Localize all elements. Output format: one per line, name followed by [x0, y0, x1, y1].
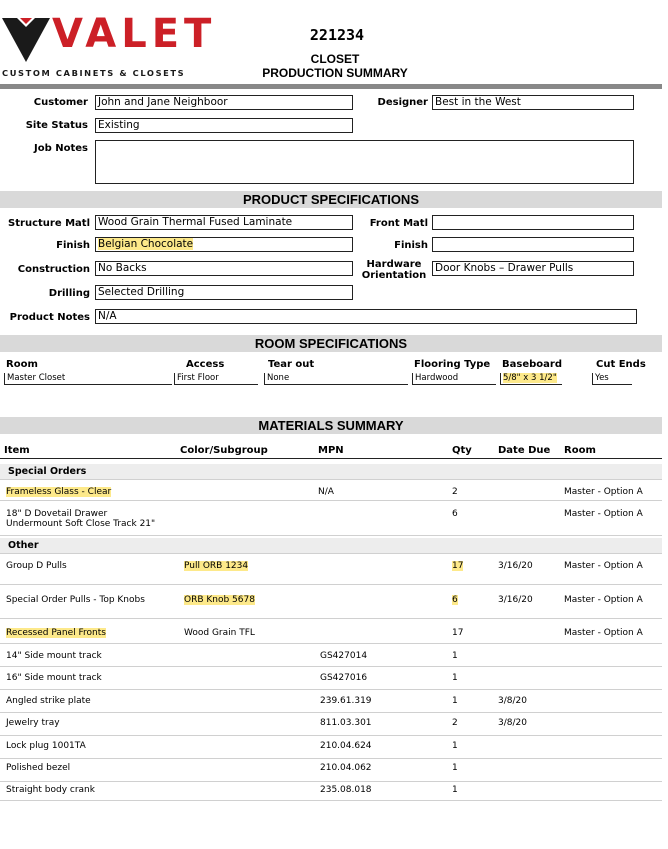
date-cell: 3/8/20	[498, 696, 527, 706]
baseboard-value: 5/8" x 3 1/2"	[503, 373, 557, 383]
job-number: 221234	[309, 26, 365, 44]
mpn-col-header: MPN	[318, 445, 344, 456]
item-cell-text: Frameless Glass - Clear	[6, 487, 112, 497]
item-cell	[6, 628, 106, 639]
mpn-cell: 235.08.018	[320, 785, 372, 795]
site-status-label: Site Status	[25, 120, 88, 131]
table-row	[0, 555, 662, 585]
baseboard-field[interactable]	[500, 373, 562, 385]
finish-field[interactable]	[95, 237, 353, 252]
access-col-header: Access	[186, 359, 225, 370]
group-other	[0, 538, 662, 554]
item-cell-line1: 18" D Dovetail Drawer	[6, 509, 108, 519]
room-cell: Master - Option A	[564, 509, 643, 519]
color-cell: Wood Grain TFL	[184, 628, 255, 638]
document-type: CLOSET	[310, 52, 360, 66]
date-cell: 3/16/20	[498, 595, 533, 605]
job-notes-field[interactable]	[95, 140, 634, 184]
item-cell: Polished bezel	[6, 763, 71, 773]
qty-cell-text: 6	[452, 595, 458, 605]
item-cell: Jewelry tray	[6, 718, 60, 728]
drilling-field[interactable]: Selected Drilling	[95, 285, 353, 300]
item-cell: Angled strike plate	[6, 696, 91, 706]
mpn-cell: 811.03.301	[320, 718, 372, 728]
room-cell: Master - Option A	[564, 595, 643, 605]
room-col-header: Room	[6, 359, 38, 370]
date-cell: 3/8/20	[498, 718, 527, 728]
structure-matl-field[interactable]: Wood Grain Thermal Fused Laminate	[95, 215, 353, 230]
room-cell: Master - Option A	[564, 561, 643, 571]
qty-cell: 1	[452, 651, 458, 661]
finish2-label: Finish	[394, 240, 428, 251]
flooring-value[interactable]: Hardwood	[412, 373, 496, 385]
room-cell: Master - Option A	[564, 628, 643, 638]
tearout-value[interactable]: None	[264, 373, 408, 385]
finish-label: Finish	[56, 240, 90, 251]
qty-cell	[452, 595, 458, 606]
hardware-orientation-label	[360, 259, 428, 281]
item-cell-text: Recessed Panel Fronts	[6, 628, 106, 638]
mpn-cell: N/A	[318, 487, 334, 497]
group-other-label: Other	[8, 540, 39, 551]
product-notes-field[interactable]: N/A	[95, 309, 637, 324]
structure-matl-label: Structure Matl	[8, 218, 90, 229]
flooring-col-header: Flooring Type	[414, 359, 491, 370]
header-divider	[0, 84, 662, 89]
group-special-orders-label: Special Orders	[8, 466, 87, 477]
product-specs-header: PRODUCT SPECIFICATIONS	[0, 191, 662, 208]
mpn-cell: GS427016	[320, 673, 368, 683]
qty-cell: 2	[452, 718, 458, 728]
baseboard-col-header: Baseboard	[502, 359, 562, 370]
item-cell-line2: Undermount Soft Close Track 21"	[6, 519, 156, 529]
group-special-orders	[0, 464, 662, 480]
color-col-header: Color/Subgroup	[180, 445, 268, 456]
mpn-cell: 210.04.062	[320, 763, 372, 773]
customer-field[interactable]: John and Jane Neighboor	[95, 95, 353, 110]
front-matl-field[interactable]	[432, 215, 634, 230]
brand-wordmark: VALET	[52, 11, 217, 57]
item-cell	[6, 487, 111, 498]
customer-label: Customer	[33, 97, 88, 108]
qty-cell: 1	[452, 696, 458, 706]
color-cell-text: Pull ORB 1234	[184, 561, 249, 571]
item-cell: 16" Side mount track	[6, 673, 102, 683]
item-cell: Special Order Pulls - Top Knobs	[6, 595, 145, 605]
room-col-header-materials: Room	[564, 445, 596, 456]
valet-logo-v-icon	[2, 18, 50, 62]
qty-cell: 1	[452, 741, 458, 751]
hardware-orientation-field[interactable]: Door Knobs – Drawer Pulls	[432, 261, 634, 276]
mpn-cell: 210.04.624	[320, 741, 372, 751]
room-cell: Master - Option A	[564, 487, 643, 497]
item-cell: Straight body crank	[6, 785, 95, 795]
mpn-cell: GS427014	[320, 651, 368, 661]
qty-cell-text: 17	[452, 561, 464, 571]
item-cell: Group D Pulls	[6, 561, 67, 571]
tearout-col-header: Tear out	[268, 359, 315, 370]
product-notes-label: Product Notes	[9, 312, 90, 323]
qty-cell: 1	[452, 763, 458, 773]
qty-cell: 2	[452, 487, 458, 497]
qty-cell: 6	[452, 509, 458, 519]
qty-cell: 17	[452, 628, 464, 638]
mpn-cell: 239.61.319	[320, 696, 372, 706]
room-value[interactable]: Master Closet	[4, 373, 172, 385]
access-value[interactable]: First Floor	[174, 373, 258, 385]
materials-header-rule	[0, 458, 662, 459]
color-cell-text: ORB Knob 5678	[184, 595, 255, 605]
cutends-col-header: Cut Ends	[596, 359, 646, 370]
construction-label: Construction	[17, 264, 90, 275]
brand-tagline: CUSTOM CABINETS & CLOSETS	[2, 68, 186, 78]
finish2-field[interactable]	[432, 237, 634, 252]
construction-field[interactable]: No Backs	[95, 261, 353, 276]
date-cell: 3/16/20	[498, 561, 533, 571]
item-cell: 14" Side mount track	[6, 651, 102, 661]
date-col-header: Date Due	[498, 445, 551, 456]
item-cell: Lock plug 1001TA	[6, 741, 86, 751]
qty-cell: 1	[452, 673, 458, 683]
color-cell	[184, 561, 248, 572]
qty-col-header: Qty	[452, 445, 472, 456]
item-col-header: Item	[4, 445, 30, 456]
hardware-label-line1: Hardware	[366, 259, 422, 270]
hardware-label-line2: Orientation	[361, 270, 427, 281]
designer-field[interactable]: Best in the West	[432, 95, 634, 110]
site-status-field[interactable]: Existing	[95, 118, 353, 133]
job-notes-label: Job Notes	[34, 143, 88, 154]
drilling-label: Drilling	[48, 288, 90, 299]
document-title: PRODUCTION SUMMARY	[262, 66, 408, 80]
color-cell	[184, 595, 255, 606]
front-matl-label: Front Matl	[369, 218, 428, 229]
cutends-value[interactable]: Yes	[592, 373, 632, 385]
qty-cell: 1	[452, 785, 458, 795]
designer-label: Designer	[377, 97, 428, 108]
qty-cell	[452, 561, 463, 572]
materials-summary-header: MATERIALS SUMMARY	[0, 417, 662, 434]
room-specs-header: ROOM SPECIFICATIONS	[0, 335, 662, 352]
finish-value: Belgian Chocolate	[98, 238, 194, 250]
